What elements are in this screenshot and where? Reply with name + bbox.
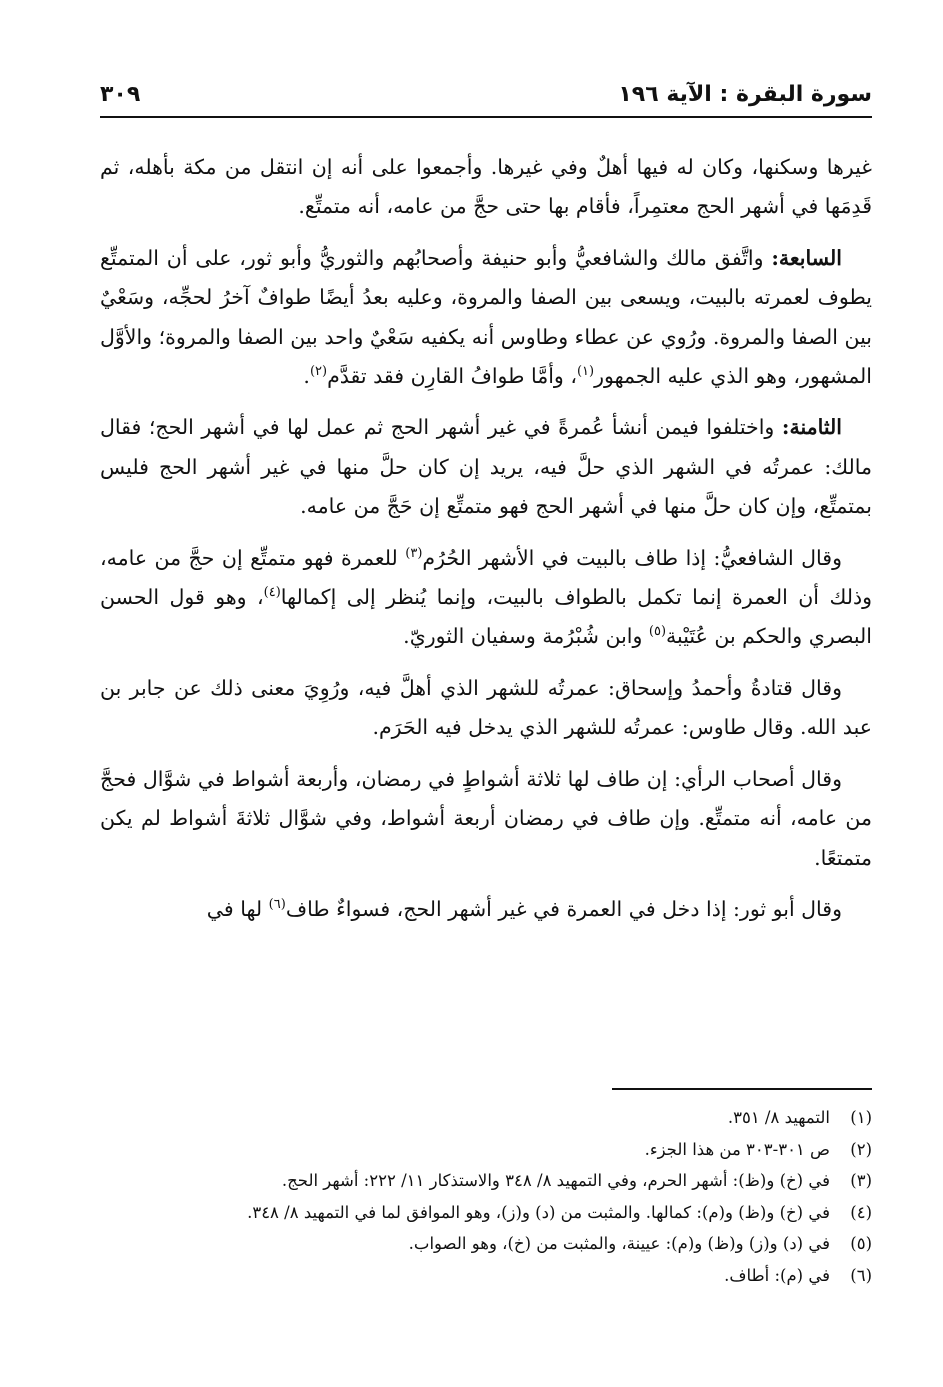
footnote-number: (٦) — [850, 1265, 872, 1285]
paragraph-4: وقال الشافعيُّ: إذا طاف بالبيت في الأشهر الحُرُم$^{(٣)}$ للعمرة فهو متمتِّع إن حجَّ من عامه، وذلك أن العمرة إنما تكمل بالطواف بالبيت، وإنما يُنظر إلى إكمالها$^{(٤)}$، وهو قول الحسن البصري والحكم بن عُتَيْبة$^{(٥)}$ وابن شُبْرُمة وسفيان الثوريّ. — [100, 545, 872, 649]
footnote-item — [100, 1260, 872, 1292]
page-number: ٣٠٩ — [100, 81, 141, 107]
footnote-item — [100, 1165, 872, 1197]
footnote-number: (١) — [850, 1108, 872, 1127]
footnote-ref[interactable]: (٣) — [405, 545, 423, 561]
footnote-number: (٢) — [850, 1139, 872, 1159]
footnote-text: التمهيد ٨/ ٣٥١. — [727, 1108, 830, 1127]
footnote-ref[interactable]: (٦) — [268, 897, 286, 913]
section-keyword: السابعة: — [771, 245, 842, 270]
footnote-number: (٤) — [850, 1202, 872, 1222]
footnote-item — [100, 1134, 872, 1166]
footnote-text: في (م): أطاف. — [724, 1265, 830, 1285]
footnote-text: في (خ) و(ظ): أشهر الحرم، وفي التمهيد ٨/ ٣٤٨ والاستذكار ١١/ ٢٢٢: أشهر الحج. — [281, 1171, 830, 1191]
running-header — [100, 72, 872, 118]
main-text — [100, 148, 872, 941]
footnotes — [100, 1102, 872, 1292]
footnote-number: (٣) — [850, 1171, 872, 1191]
footnote-ref[interactable]: (٤) — [263, 585, 281, 601]
footnote-item — [100, 1228, 872, 1260]
footnote-divider — [612, 1088, 872, 1090]
paragraph-7: وقال أبو ثور: إذا دخل في العمرة في غير أشهر الحج، فسواءٌ طاف$^{(٦)}$ لها في — [206, 896, 842, 921]
footnote-ref[interactable]: (٥) — [648, 624, 667, 640]
footnote-text: في (خ) و(ظ) و(م): كمالها. والمثبت من (د) و(ز)، وهو الموافق لما في التمهيد ٨/ ٣٤٨. — [247, 1202, 830, 1222]
paragraph-6: وقال أصحاب الرأي: إن طاف لها ثلاثة أشواطٍ في رمضان، وأربعة أشواط في شوَّال فحجَّ من عامه، أنه متمتِّع. وإن طاف في رمضان أربعة أشواط، وفي شوَّال ثلاثةَ أشواط لم يكن متمتعًا. — [100, 766, 872, 870]
footnote-ref[interactable]: (١) — [576, 364, 595, 380]
footnote-item — [100, 1102, 872, 1134]
header-title: سورة البقرة : الآية ١٩٦ — [618, 81, 872, 107]
footnote-number: (٥) — [850, 1234, 872, 1254]
footnote-item — [100, 1197, 872, 1229]
paragraph-2: السابعة: واتَّفق مالك والشافعيُّ وأبو حنيفة وأصحابُهم والثوريُّ وأبو ثور، على أن المتمتِّع يطوف لعمرته بالبيت، ويسعى بين الصفا والمروة، وعليه بعدُ أيضًا طوافٌ آخرُ لحجِّه، وسَعْيٌ بين الصفا والمروة. ورُوي عن عطاء وطاوس أنه يكفيه سَعْيٌ واحد بين الصفا والمروة؛ والأوَّل المشهور، وهو الذي عليه الجمهور$^{(١)}$، وأمَّا طوافُ القارِن فقد تقدَّم$^{(٢)}$. — [100, 245, 872, 389]
paragraph-5: وقال قتادةُ وأحمدُ وإسحاق: عمرتُه للشهر الذي أهلَّ فيه، ورُوِيَ معنى ذلك عن جابر بن عبد الله. وقال طاوس: عمرتُه للشهر الذي يدخل فيه الحَرَم. — [100, 675, 872, 740]
paragraph-1: غيرها وسكنها، وكان له فيها أهلٌ وفي غيرها. وأجمعوا على أنه إن انتقل من مكة بأهله، ثم قَدِمَها في أشهر الحج معتمِراً، فأقام بها حتى حجَّ من عامه، أنه متمتِّع. — [100, 155, 872, 219]
footnote-text: ص ٣٠١-٣٠٣ من هذا الجزء. — [644, 1139, 830, 1159]
footnote-ref[interactable]: (٢) — [309, 364, 328, 380]
section-keyword: الثامنة: — [781, 415, 842, 440]
footnote-text: في (د) و(ز) و(ظ) و(م): عيينة، والمثبت من (خ)، وهو الصواب. — [408, 1234, 830, 1254]
paragraph-3: الثامنة: واختلفوا فيمن أنشأ عُمرةً في غير أشهر الحج ثم عمل لها في أشهر الحج؛ فقال مالك: عمرتُه في الشهر الذي حلَّ فيه، يريد إن كان حلَّ منها في غير أشهر الحج فليس بمتمتِّع، وإن كان حلَّ منها في أشهر الحج فهو متمتِّع إن حَجَّ من عامه. — [100, 415, 872, 519]
